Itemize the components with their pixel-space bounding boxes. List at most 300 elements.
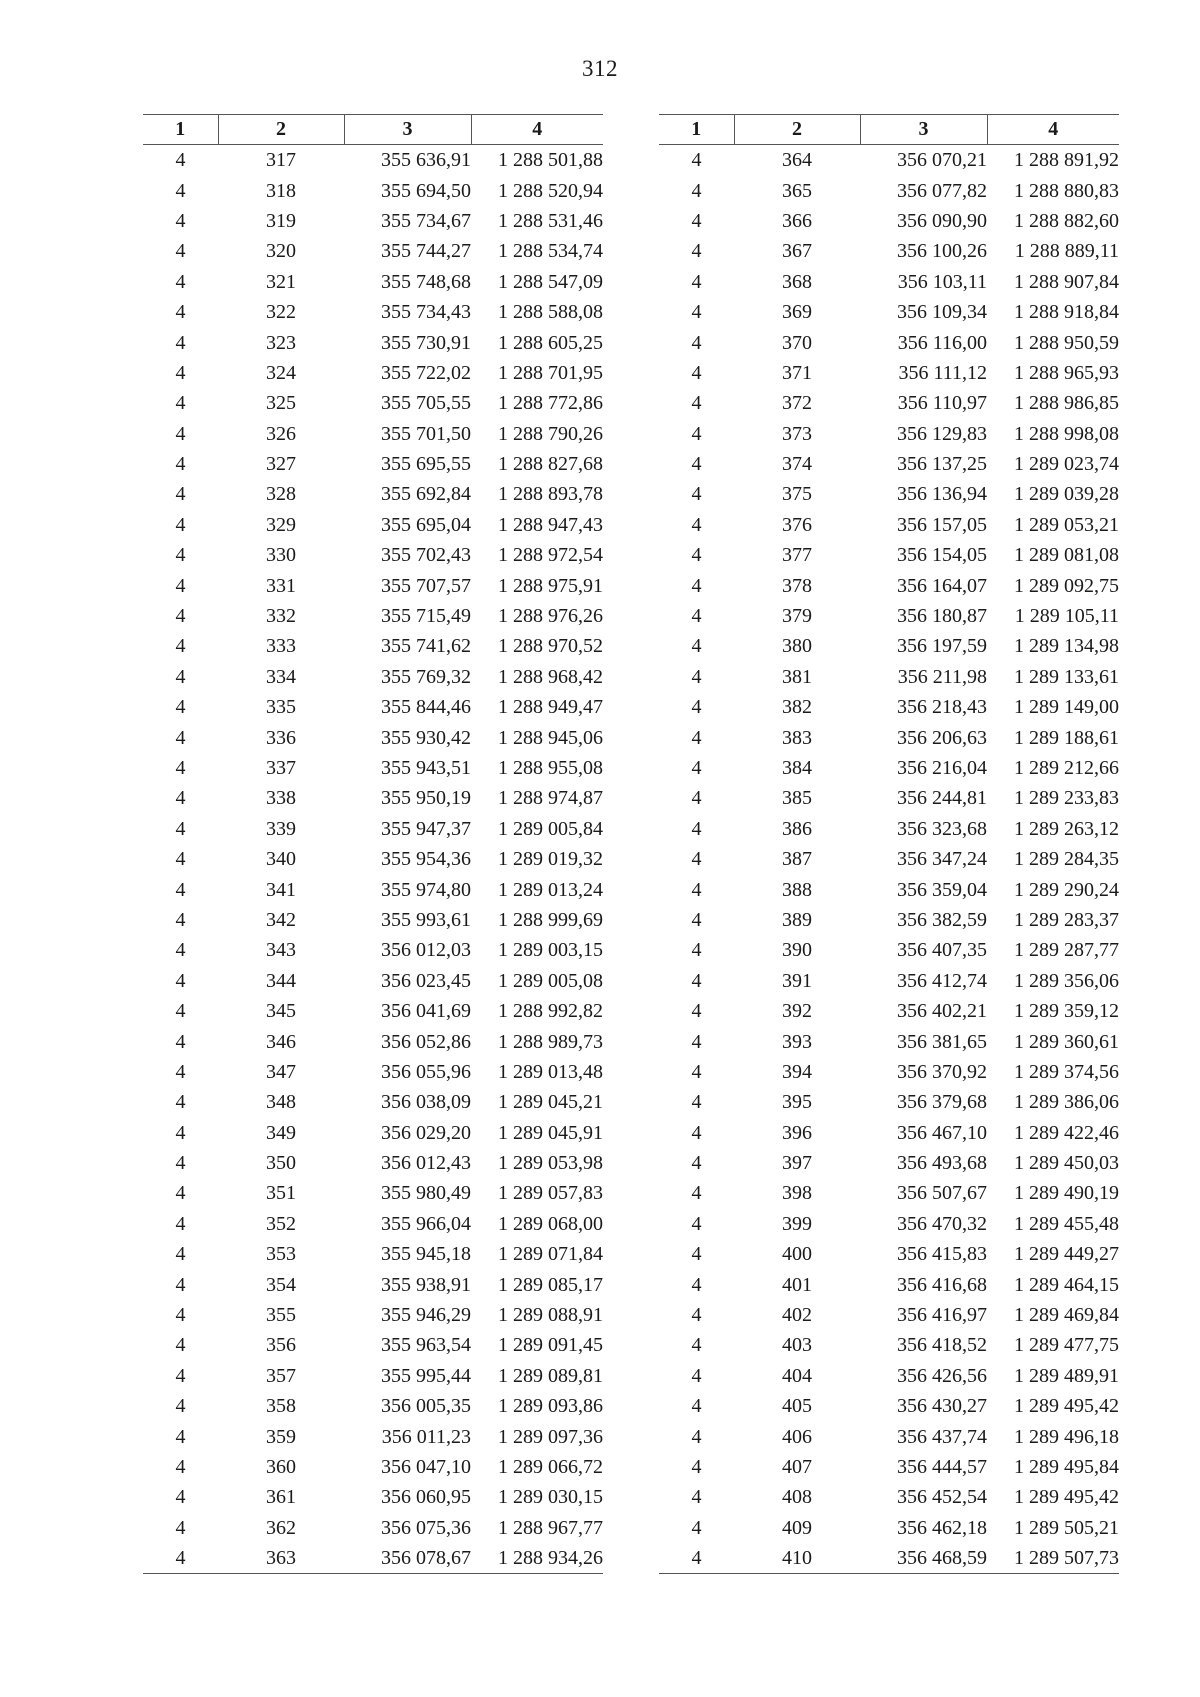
cell-section: 4 — [175, 1273, 186, 1296]
cell-section: 4 — [691, 483, 702, 506]
cell-y-coordinate: 1 288 989,73 — [498, 1030, 603, 1053]
cell-section: 4 — [691, 817, 702, 840]
table-row — [659, 175, 1119, 205]
cell-y-coordinate: 1 288 588,08 — [498, 301, 603, 324]
cell-section: 4 — [691, 969, 702, 992]
cell-y-coordinate: 1 289 092,75 — [1014, 574, 1119, 597]
cell-section: 4 — [175, 665, 186, 688]
cell-section: 4 — [691, 726, 702, 749]
cell-section: 4 — [691, 331, 702, 354]
cell-section: 4 — [691, 1091, 702, 1114]
cell-x-coordinate: 355 741,62 — [381, 635, 471, 658]
cell-section: 4 — [175, 969, 186, 992]
cell-section: 4 — [175, 908, 186, 931]
table-row — [659, 449, 1119, 479]
cell-x-coordinate: 356 041,69 — [381, 1000, 471, 1023]
cell-section: 4 — [175, 1547, 186, 1570]
cell-point-number: 383 — [782, 726, 812, 749]
cell-section: 4 — [175, 757, 186, 779]
cell-section: 4 — [175, 361, 186, 384]
table-row — [659, 1087, 1119, 1117]
cell-section: 4 — [175, 817, 186, 840]
cell-x-coordinate: 356 029,20 — [381, 1121, 471, 1144]
cell-y-coordinate: 1 289 053,21 — [1014, 513, 1119, 536]
cell-x-coordinate: 355 945,18 — [381, 1243, 471, 1266]
page-number: 312 — [582, 56, 618, 81]
table-row — [143, 966, 603, 996]
cell-point-number: 406 — [782, 1425, 812, 1448]
cell-x-coordinate: 355 946,29 — [381, 1304, 471, 1327]
cell-section: 4 — [175, 1121, 186, 1144]
cell-point-number: 321 — [266, 270, 296, 293]
cell-y-coordinate: 1 288 934,26 — [498, 1547, 603, 1570]
cell-x-coordinate: 356 382,59 — [897, 908, 987, 931]
cell-x-coordinate: 355 993,61 — [381, 908, 471, 931]
cell-point-number: 405 — [782, 1395, 812, 1418]
cell-y-coordinate: 1 288 501,88 — [498, 149, 603, 172]
cell-x-coordinate: 356 347,24 — [897, 848, 987, 871]
table-row — [143, 1391, 603, 1421]
cell-x-coordinate: 356 467,10 — [897, 1121, 987, 1144]
table-row — [659, 358, 1119, 388]
table-row — [143, 419, 603, 449]
table-row — [143, 327, 603, 357]
column-header-4: 4 — [471, 115, 603, 145]
cell-y-coordinate: 1 288 531,46 — [498, 209, 603, 232]
cell-y-coordinate: 1 288 975,91 — [498, 574, 603, 597]
table-row — [143, 1118, 603, 1148]
cell-point-number: 385 — [782, 787, 812, 810]
table-row — [143, 1543, 603, 1574]
cell-point-number: 410 — [782, 1547, 812, 1570]
cell-x-coordinate: 355 695,55 — [381, 453, 471, 476]
cell-x-coordinate: 355 938,91 — [381, 1273, 471, 1296]
cell-section: 4 — [175, 1334, 186, 1357]
cell-x-coordinate: 355 844,46 — [381, 696, 471, 719]
cell-point-number: 335 — [266, 696, 296, 719]
cell-section: 4 — [691, 1243, 702, 1266]
cell-y-coordinate: 1 289 013,48 — [498, 1060, 603, 1083]
cell-point-number: 345 — [266, 1000, 296, 1023]
cell-y-coordinate: 1 288 520,94 — [498, 179, 603, 202]
cell-section: 4 — [691, 1182, 702, 1205]
table-row — [143, 631, 603, 661]
cell-y-coordinate: 1 289 360,61 — [1014, 1030, 1119, 1053]
cell-x-coordinate: 356 379,68 — [897, 1091, 987, 1114]
cell-y-coordinate: 1 289 149,00 — [1014, 696, 1119, 719]
cell-point-number: 330 — [266, 544, 296, 567]
table-row — [659, 844, 1119, 874]
cell-point-number: 357 — [266, 1364, 296, 1387]
table-row — [143, 175, 603, 205]
cell-point-number: 363 — [266, 1547, 296, 1570]
cell-section: 4 — [691, 301, 702, 324]
cell-x-coordinate: 356 047,10 — [381, 1455, 471, 1478]
cell-x-coordinate: 356 418,52 — [897, 1334, 987, 1357]
table-row — [659, 1178, 1119, 1208]
table-row — [143, 1361, 603, 1391]
cell-point-number: 395 — [782, 1091, 812, 1114]
table-row — [143, 479, 603, 509]
cell-x-coordinate: 356 462,18 — [897, 1516, 987, 1539]
cell-section: 4 — [691, 1547, 702, 1570]
cell-y-coordinate: 1 289 469,84 — [1014, 1304, 1119, 1327]
cell-section: 4 — [175, 453, 186, 476]
cell-point-number: 367 — [782, 240, 812, 263]
cell-y-coordinate: 1 289 057,83 — [498, 1182, 603, 1205]
cell-x-coordinate: 355 966,04 — [381, 1212, 471, 1235]
cell-section: 4 — [691, 1121, 702, 1144]
cell-point-number: 348 — [266, 1091, 296, 1114]
cell-section: 4 — [691, 848, 702, 871]
column-header-3: 3 — [344, 115, 471, 145]
table-row — [659, 1361, 1119, 1391]
table-row — [143, 1057, 603, 1087]
cell-point-number: 404 — [782, 1364, 812, 1387]
cell-y-coordinate: 1 289 097,36 — [498, 1425, 603, 1448]
cell-x-coordinate: 355 995,44 — [381, 1364, 471, 1387]
cell-x-coordinate: 355 748,68 — [381, 270, 471, 293]
cell-y-coordinate: 1 288 950,59 — [1014, 331, 1119, 354]
cell-section: 4 — [691, 1486, 702, 1509]
cell-y-coordinate: 1 288 907,84 — [1014, 270, 1119, 293]
table-row — [659, 297, 1119, 327]
cell-x-coordinate: 355 701,50 — [381, 422, 471, 445]
table-row — [143, 1087, 603, 1117]
cell-point-number: 329 — [266, 513, 296, 536]
cell-point-number: 360 — [266, 1455, 296, 1478]
cell-y-coordinate: 1 289 089,81 — [498, 1364, 603, 1387]
table-row — [659, 814, 1119, 844]
cell-section: 4 — [691, 149, 702, 172]
cell-x-coordinate: 356 060,95 — [381, 1486, 471, 1509]
cell-section: 4 — [175, 240, 186, 263]
cell-section: 4 — [691, 939, 702, 962]
table-row — [659, 1057, 1119, 1087]
cell-point-number: 373 — [782, 422, 812, 445]
cell-section: 4 — [691, 422, 702, 445]
cell-y-coordinate: 1 288 891,92 — [1014, 149, 1119, 172]
cell-x-coordinate: 356 111,12 — [898, 361, 987, 384]
table-row — [143, 388, 603, 418]
cell-point-number: 334 — [266, 665, 296, 688]
coordinates-table-right — [659, 114, 1119, 1574]
table-row — [659, 753, 1119, 783]
cell-x-coordinate: 356 359,04 — [897, 878, 987, 901]
cell-x-coordinate: 355 947,37 — [381, 817, 471, 840]
cell-x-coordinate: 355 974,80 — [381, 878, 471, 901]
table-row — [659, 479, 1119, 509]
table-row — [659, 935, 1119, 965]
cell-x-coordinate: 356 075,36 — [381, 1516, 471, 1539]
table-row — [659, 662, 1119, 692]
cell-y-coordinate: 1 289 290,24 — [1014, 878, 1119, 901]
cell-point-number: 377 — [782, 544, 812, 567]
cell-section: 4 — [175, 1000, 186, 1023]
cell-y-coordinate: 1 289 023,74 — [1014, 453, 1119, 476]
cell-x-coordinate: 356 412,74 — [897, 969, 987, 992]
cell-point-number: 337 — [266, 757, 296, 779]
cell-point-number: 327 — [266, 453, 296, 476]
table-row — [143, 236, 603, 266]
table-row — [659, 722, 1119, 752]
table-row — [659, 267, 1119, 297]
table-row — [143, 1300, 603, 1330]
cell-point-number: 394 — [782, 1060, 812, 1083]
cell-y-coordinate: 1 289 505,21 — [1014, 1516, 1119, 1539]
cell-x-coordinate: 356 216,04 — [897, 757, 987, 779]
cell-section: 4 — [691, 635, 702, 658]
cell-point-number: 342 — [266, 908, 296, 931]
table-row — [143, 1330, 603, 1360]
cell-x-coordinate: 356 444,57 — [897, 1455, 987, 1478]
cell-point-number: 322 — [266, 301, 296, 324]
cell-y-coordinate: 1 289 284,35 — [1014, 848, 1119, 871]
cell-y-coordinate: 1 288 827,68 — [498, 453, 603, 476]
cell-y-coordinate: 1 289 105,11 — [1014, 605, 1119, 628]
table-row — [143, 1269, 603, 1299]
cell-section: 4 — [175, 878, 186, 901]
cell-point-number: 333 — [266, 635, 296, 658]
table-row — [659, 692, 1119, 722]
cell-x-coordinate: 355 636,91 — [381, 149, 471, 172]
cell-point-number: 389 — [782, 908, 812, 931]
cell-x-coordinate: 355 730,91 — [381, 331, 471, 354]
table-row — [659, 1300, 1119, 1330]
cell-x-coordinate: 356 055,96 — [381, 1060, 471, 1083]
cell-section: 4 — [175, 574, 186, 597]
cell-section: 4 — [175, 209, 186, 232]
cell-section: 4 — [691, 270, 702, 293]
cell-x-coordinate: 355 692,84 — [381, 483, 471, 506]
cell-point-number: 379 — [782, 605, 812, 628]
cell-y-coordinate: 1 289 039,28 — [1014, 483, 1119, 506]
cell-point-number: 326 — [266, 422, 296, 445]
cell-x-coordinate: 356 452,54 — [897, 1486, 987, 1509]
cell-y-coordinate: 1 289 489,91 — [1014, 1364, 1119, 1387]
cell-point-number: 400 — [782, 1243, 812, 1266]
cell-y-coordinate: 1 288 893,78 — [498, 483, 603, 506]
table-row — [659, 783, 1119, 813]
cell-y-coordinate: 1 288 998,08 — [1014, 422, 1119, 445]
cell-x-coordinate: 356 468,59 — [897, 1547, 987, 1570]
cell-section: 4 — [691, 240, 702, 263]
cell-y-coordinate: 1 288 999,69 — [498, 908, 603, 931]
column-header-2: 2 — [218, 115, 344, 145]
cell-y-coordinate: 1 289 188,61 — [1014, 726, 1119, 749]
cell-point-number: 356 — [266, 1334, 296, 1357]
table-row — [143, 267, 603, 297]
cell-x-coordinate: 355 744,27 — [381, 240, 471, 263]
cell-section: 4 — [691, 1455, 702, 1478]
cell-y-coordinate: 1 288 882,60 — [1014, 209, 1119, 232]
cell-point-number: 347 — [266, 1060, 296, 1083]
table-row — [659, 1421, 1119, 1451]
cell-section: 4 — [175, 1455, 186, 1478]
cell-x-coordinate: 356 136,94 — [897, 483, 987, 506]
cell-section: 4 — [691, 605, 702, 628]
cell-y-coordinate: 1 289 283,37 — [1014, 908, 1119, 931]
table-row — [143, 814, 603, 844]
cell-x-coordinate: 355 943,51 — [381, 757, 471, 779]
table-row — [659, 1452, 1119, 1482]
cell-point-number: 365 — [782, 179, 812, 202]
cell-x-coordinate: 356 206,63 — [897, 726, 987, 749]
cell-x-coordinate: 355 702,43 — [381, 544, 471, 567]
cell-x-coordinate: 356 430,27 — [897, 1395, 987, 1418]
table-row — [659, 145, 1119, 176]
cell-y-coordinate: 1 289 030,15 — [498, 1486, 603, 1509]
table-row — [143, 1513, 603, 1543]
cell-x-coordinate: 355 722,02 — [381, 361, 471, 384]
cell-x-coordinate: 356 052,86 — [381, 1030, 471, 1053]
table-row — [659, 601, 1119, 631]
cell-y-coordinate: 1 289 374,56 — [1014, 1060, 1119, 1083]
cell-x-coordinate: 356 164,07 — [897, 574, 987, 597]
cell-x-coordinate: 356 437,74 — [897, 1425, 987, 1448]
table-row — [659, 996, 1119, 1026]
cell-section: 4 — [175, 1425, 186, 1448]
cell-x-coordinate: 356 493,68 — [897, 1152, 987, 1175]
cell-point-number: 325 — [266, 392, 296, 415]
table-row — [143, 540, 603, 570]
cell-y-coordinate: 1 289 233,83 — [1014, 787, 1119, 810]
cell-section: 4 — [175, 1243, 186, 1266]
cell-section: 4 — [175, 605, 186, 628]
cell-point-number: 355 — [266, 1304, 296, 1327]
cell-section: 4 — [175, 544, 186, 567]
cell-y-coordinate: 1 289 464,15 — [1014, 1273, 1119, 1296]
cell-y-coordinate: 1 289 495,84 — [1014, 1455, 1119, 1478]
cell-point-number: 324 — [266, 361, 296, 384]
cell-y-coordinate: 1 289 005,08 — [498, 969, 603, 992]
cell-point-number: 376 — [782, 513, 812, 536]
cell-point-number: 368 — [782, 270, 812, 293]
cell-y-coordinate: 1 288 701,95 — [498, 361, 603, 384]
cell-x-coordinate: 355 980,49 — [381, 1182, 471, 1205]
table-row — [659, 570, 1119, 600]
table-row — [143, 206, 603, 236]
table-row — [143, 935, 603, 965]
cell-point-number: 397 — [782, 1152, 812, 1175]
cell-x-coordinate: 356 005,35 — [381, 1395, 471, 1418]
cell-section: 4 — [691, 1030, 702, 1053]
cell-x-coordinate: 356 197,59 — [897, 635, 987, 658]
cell-x-coordinate: 356 078,67 — [381, 1547, 471, 1570]
table-row — [659, 388, 1119, 418]
cell-y-coordinate: 1 289 386,06 — [1014, 1091, 1119, 1114]
table-row — [659, 874, 1119, 904]
cell-section: 4 — [175, 301, 186, 324]
cell-section: 4 — [691, 1516, 702, 1539]
table-row — [143, 1209, 603, 1239]
cell-section: 4 — [175, 1060, 186, 1083]
cell-section: 4 — [175, 1030, 186, 1053]
cell-x-coordinate: 355 734,67 — [381, 209, 471, 232]
cell-point-number: 388 — [782, 878, 812, 901]
table-row — [143, 1178, 603, 1208]
cell-y-coordinate: 1 288 918,84 — [1014, 301, 1119, 324]
cell-x-coordinate: 356 415,83 — [897, 1243, 987, 1266]
cell-section: 4 — [691, 787, 702, 810]
table-row — [143, 1421, 603, 1451]
cell-y-coordinate: 1 289 359,12 — [1014, 1000, 1119, 1023]
cell-section: 4 — [175, 1304, 186, 1327]
cell-y-coordinate: 1 288 955,08 — [498, 757, 603, 779]
column-header-4: 4 — [987, 115, 1119, 145]
table-row — [659, 1269, 1119, 1299]
cell-point-number: 378 — [782, 574, 812, 597]
table-row — [659, 1118, 1119, 1148]
table-row — [143, 874, 603, 904]
cell-point-number: 392 — [782, 1000, 812, 1023]
cell-x-coordinate: 356 211,98 — [897, 665, 987, 688]
cell-section: 4 — [691, 696, 702, 719]
cell-y-coordinate: 1 288 992,82 — [498, 1000, 603, 1023]
cell-point-number: 369 — [782, 301, 812, 324]
cell-section: 4 — [175, 179, 186, 202]
cell-point-number: 354 — [266, 1273, 296, 1296]
cell-y-coordinate: 1 289 005,84 — [498, 817, 603, 840]
cell-y-coordinate: 1 289 449,27 — [1014, 1243, 1119, 1266]
cell-section: 4 — [175, 270, 186, 293]
table-body — [143, 145, 603, 1574]
cell-x-coordinate: 356 129,83 — [897, 422, 987, 445]
cell-section: 4 — [691, 453, 702, 476]
cell-section: 4 — [691, 209, 702, 232]
cell-point-number: 338 — [266, 787, 296, 810]
cell-y-coordinate: 1 288 976,26 — [498, 605, 603, 628]
cell-section: 4 — [175, 696, 186, 719]
cell-x-coordinate: 356 012,03 — [381, 939, 471, 962]
table-row — [143, 1452, 603, 1482]
cell-section: 4 — [175, 939, 186, 962]
column-header-1: 1 — [143, 115, 218, 145]
cell-point-number: 370 — [782, 331, 812, 354]
table-row — [659, 419, 1119, 449]
cell-x-coordinate: 356 137,25 — [897, 453, 987, 476]
cell-point-number: 339 — [266, 817, 296, 840]
cell-y-coordinate: 1 289 053,98 — [498, 1152, 603, 1175]
cell-point-number: 390 — [782, 939, 812, 962]
cell-x-coordinate: 356 402,21 — [897, 1000, 987, 1023]
cell-y-coordinate: 1 289 003,15 — [498, 939, 603, 962]
cell-section: 4 — [691, 544, 702, 567]
cell-point-number: 323 — [266, 331, 296, 354]
cell-section: 4 — [175, 422, 186, 445]
cell-section: 4 — [691, 908, 702, 931]
cell-y-coordinate: 1 289 068,00 — [498, 1212, 603, 1235]
cell-x-coordinate: 356 157,05 — [897, 513, 987, 536]
cell-y-coordinate: 1 289 013,24 — [498, 878, 603, 901]
cell-x-coordinate: 355 950,19 — [381, 787, 471, 810]
table-row — [143, 570, 603, 600]
cell-section: 4 — [691, 1334, 702, 1357]
cell-y-coordinate: 1 288 974,87 — [498, 787, 603, 810]
cell-point-number: 407 — [782, 1455, 812, 1478]
table-row — [659, 236, 1119, 266]
cell-section: 4 — [691, 1152, 702, 1175]
cell-x-coordinate: 355 954,36 — [381, 848, 471, 871]
cell-point-number: 353 — [266, 1243, 296, 1266]
cell-y-coordinate: 1 289 085,17 — [498, 1273, 603, 1296]
cell-y-coordinate: 1 289 422,46 — [1014, 1121, 1119, 1144]
cell-y-coordinate: 1 289 093,86 — [498, 1395, 603, 1418]
table-row — [659, 631, 1119, 661]
cell-y-coordinate: 1 289 356,06 — [1014, 969, 1119, 992]
table-row — [143, 662, 603, 692]
cell-section: 4 — [691, 179, 702, 202]
